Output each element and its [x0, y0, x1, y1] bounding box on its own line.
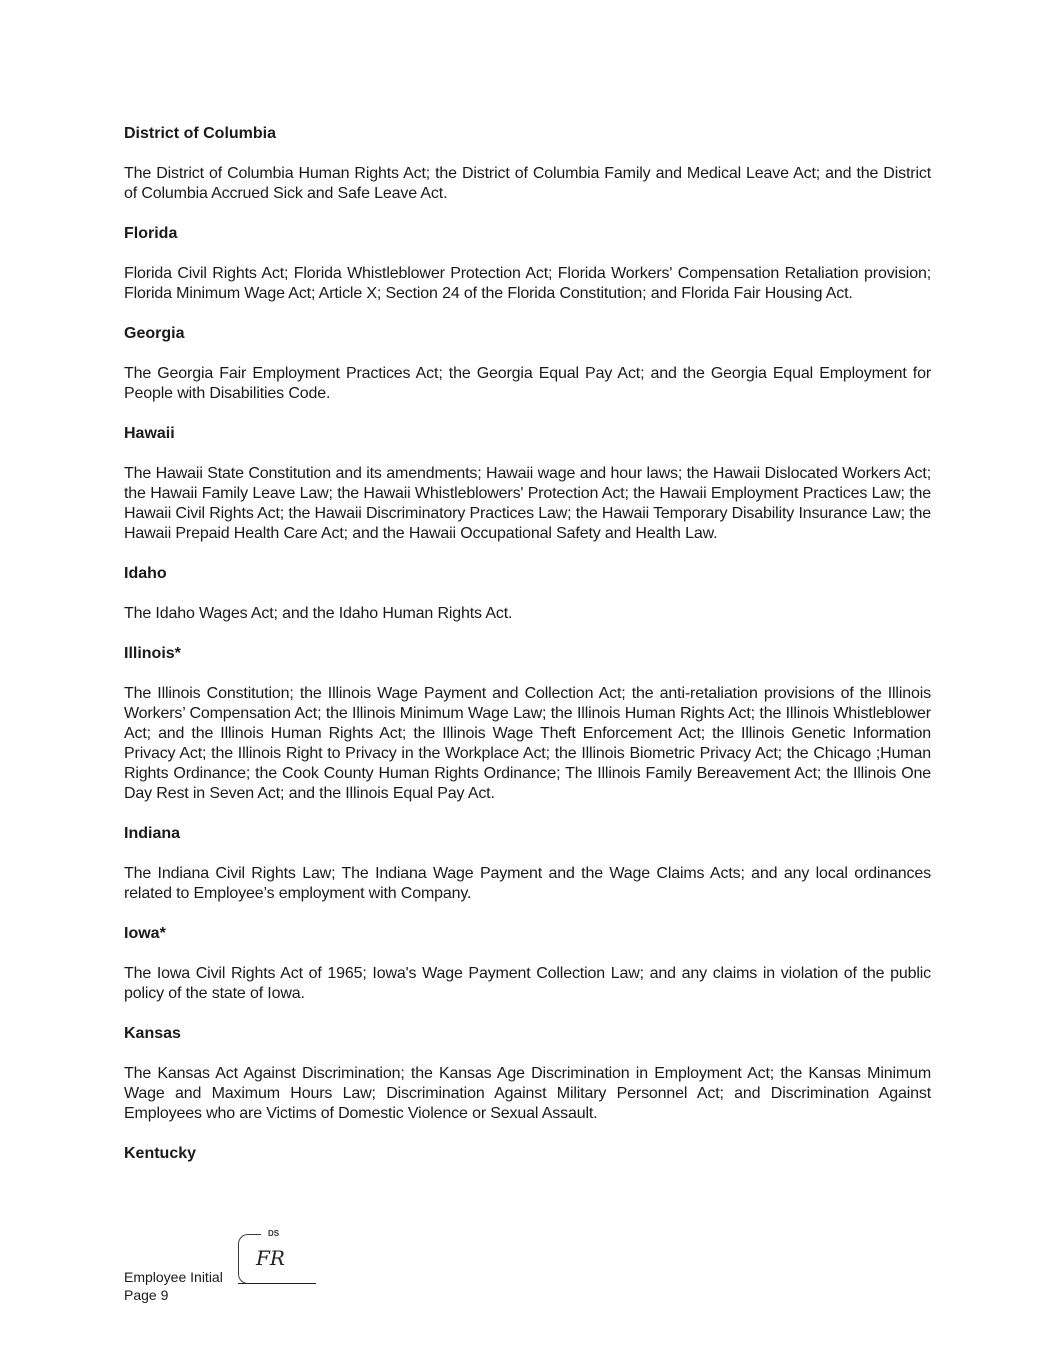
section-heading: Kansas	[124, 1025, 181, 1042]
page-number: Page 9	[124, 1287, 169, 1303]
section-heading: Indiana	[124, 825, 181, 842]
docusign-initial-field[interactable]	[238, 1230, 318, 1286]
section-iowa	[124, 924, 931, 1004]
section-body: The Iowa Civil Rights Act of 1965; Iowa's Wage Payment Collection Law; and any claims in violation of the public policy of the state of Iowa.	[124, 965, 931, 1002]
page-footer	[124, 1230, 424, 1310]
section-kentucky	[124, 1144, 931, 1164]
section-heading: Iowa*	[124, 925, 166, 942]
section-body: The Idaho Wages Act; and the Idaho Human Rights Act.	[124, 605, 513, 622]
employee-initial-label: Employee Initial	[124, 1269, 223, 1285]
section-heading: Hawaii	[124, 425, 175, 442]
section-heading: District of Columbia	[124, 125, 277, 142]
document-page	[124, 124, 931, 1184]
section-body: The Illinois Constitution; the Illinois Wage Payment and Collection Act; the anti-retaliation provisions of the Illinois Workers’ Compensation Act; the Illinois Minimum Wage Law; the Illinois Human Rights Act; the Illinois Whistleblower Act; and the Illinois Human Rights Act; the Illinois Wage Theft Enforcement Act; the Illinois Genetic Information Privacy Act; the Illinois Right to Privacy in the Workplace Act; the Illinois Biometric Privacy Act; the Chicago ;Human Rights Ordinance; the Cook County Human Rights Ordinance; The Illinois Family Bereavement Act; the Illinois One Day Rest in Seven Act; and the Illinois Equal Pay Act.	[124, 685, 931, 802]
section-indiana	[124, 824, 931, 904]
section-body: Florida Civil Rights Act; Florida Whistleblower Protection Act; Florida Workers' Compensation Retaliation provision; Florida Minimum Wage Act; Article X; Section 24 of the Florida Constitution; and Florida Fair Housing Act.	[124, 265, 931, 302]
section-kansas	[124, 1024, 931, 1124]
section-body: The Indiana Civil Rights Law; The Indiana Wage Payment and the Wage Claims Acts; and any local ordinances related to Employee’s employment with Company.	[124, 865, 931, 902]
section-heading: Kentucky	[124, 1145, 197, 1162]
docusign-tag: DS	[268, 1229, 280, 1238]
section-heading: Idaho	[124, 565, 167, 582]
section-body: The Kansas Act Against Discrimination; the Kansas Age Discrimination in Employment Act; the Kansas Minimum Wage and Maximum Hours Law; Discrimination Against Military Personnel Act; and Discrimination Against Employees who are Victims of Domestic Violence or Sexual Assault.	[124, 1065, 931, 1122]
section-idaho	[124, 564, 931, 624]
section-hawaii	[124, 424, 931, 544]
section-florida	[124, 224, 931, 304]
section-body: The District of Columbia Human Rights Act; the District of Columbia Family and Medical Leave Act; and the District of Columbia Accrued Sick and Safe Leave Act.	[124, 165, 931, 202]
section-heading: Florida	[124, 225, 178, 242]
section-georgia	[124, 324, 931, 404]
section-heading: Illinois*	[124, 645, 181, 662]
signature-line	[238, 1283, 316, 1284]
section-district-of-columbia	[124, 124, 931, 204]
section-illinois	[124, 644, 931, 804]
handwritten-initials: FR	[256, 1246, 285, 1270]
section-body: The Hawaii State Constitution and its amendments; Hawaii wage and hour laws; the Hawaii Dislocated Workers Act; the Hawaii Family Leave Law; the Hawaii Whistleblowers' Protection Act; the Hawaii Employment Practices Law; the Hawaii Civil Rights Act; the Hawaii Discriminatory Practices Law; the Hawaii Temporary Disability Insurance Law; the Hawaii Prepaid Health Care Act; and the Hawaii Occupational Safety and Health Law.	[124, 465, 931, 542]
section-heading: Georgia	[124, 325, 185, 342]
section-body: The Georgia Fair Employment Practices Act; the Georgia Equal Pay Act; and the Georgia Equal Employment for People with Disabilities Code.	[124, 365, 931, 402]
